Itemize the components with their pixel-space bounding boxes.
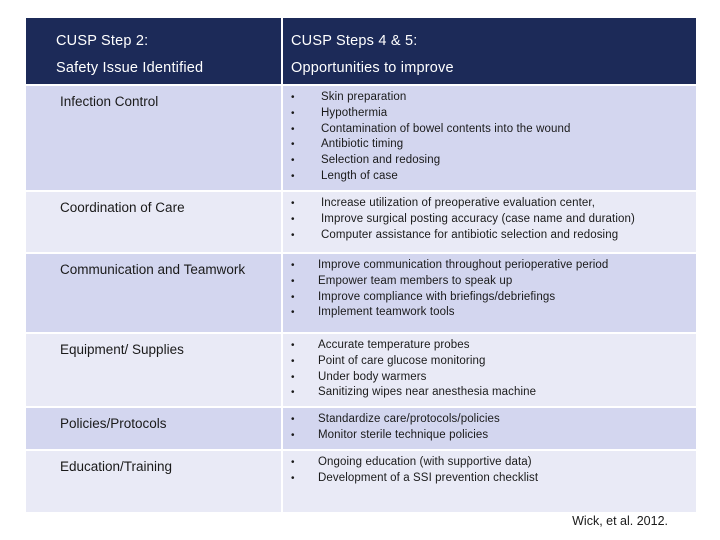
header-safety-issue xyxy=(26,18,282,85)
opportunity-text: Monitor sterile technique policies xyxy=(318,428,489,441)
safety-issue-cell: Infection Control xyxy=(26,85,282,191)
safety-issue-cell: Education/Training xyxy=(26,450,282,512)
table-row xyxy=(26,253,696,333)
opportunity-text: Skin preparation xyxy=(321,91,407,103)
header-opportunities xyxy=(282,18,696,85)
list-item xyxy=(291,228,696,244)
opportunities-cell xyxy=(282,450,696,512)
table-header xyxy=(26,18,696,85)
list-item xyxy=(291,196,696,212)
opportunity-text: Sanitizing wipes near anesthesia machine xyxy=(318,386,537,399)
bullet-icon: • xyxy=(291,139,295,151)
bullet-icon: • xyxy=(291,92,295,103)
safety-issue-cell: Coordination of Care xyxy=(26,191,282,253)
list-item xyxy=(291,290,696,306)
opportunity-text: Empower team members to speak up xyxy=(318,274,513,287)
opportunity-text: Development of a SSI prevention checklist xyxy=(318,471,539,484)
list-item xyxy=(291,258,696,274)
opportunities-cell xyxy=(282,333,696,407)
bullet-icon: • xyxy=(291,229,295,241)
opportunities-cell xyxy=(282,191,696,253)
safety-issue-cell: Communication and Teamwork xyxy=(26,253,282,333)
list-item xyxy=(291,428,696,444)
bullet-icon: • xyxy=(291,457,295,468)
opportunity-text: Under body warmers xyxy=(318,370,427,383)
list-item xyxy=(291,169,696,185)
list-item xyxy=(291,385,696,401)
safety-issue-cell: Equipment/ Supplies xyxy=(26,333,282,407)
opportunity-text: Improve communication throughout perioperative period xyxy=(318,259,609,271)
cusp-table xyxy=(26,18,696,512)
list-item xyxy=(291,455,696,471)
bullet-icon: • xyxy=(291,275,295,287)
opportunities-list xyxy=(291,90,696,185)
opportunities-cell xyxy=(282,85,696,191)
bullet-icon: • xyxy=(291,107,295,119)
bullet-icon: • xyxy=(291,260,295,271)
bullet-icon: • xyxy=(291,170,295,182)
opportunity-text: Improve compliance with briefings/debriefings xyxy=(318,290,556,303)
table-row xyxy=(26,450,696,512)
list-item xyxy=(291,471,696,487)
opportunities-list xyxy=(291,196,696,243)
bullet-icon: • xyxy=(291,307,295,319)
bullet-icon: • xyxy=(291,155,295,167)
opportunity-text: Ongoing education (with supportive data) xyxy=(318,456,532,468)
header-opportunities-to-improve: Opportunities to improve xyxy=(291,60,454,76)
list-item xyxy=(291,122,696,138)
bullet-icon: • xyxy=(291,340,295,351)
opportunity-text: Hypothermia xyxy=(321,106,388,119)
list-item xyxy=(291,106,696,122)
safety-issue-cell: Policies/Protocols xyxy=(26,407,282,450)
opportunities-list xyxy=(291,338,696,401)
list-item xyxy=(291,153,696,169)
opportunity-text: Length of case xyxy=(321,169,398,182)
opportunity-text: Point of care glucose monitoring xyxy=(318,354,486,367)
opportunity-text: Accurate temperature probes xyxy=(318,339,470,351)
opportunities-list xyxy=(291,412,696,444)
opportunity-text: Implement teamwork tools xyxy=(318,306,455,319)
opportunity-text: Improve surgical posting accuracy (case name and duration) xyxy=(321,212,635,225)
opportunity-text: Contamination of bowel contents into the wound xyxy=(321,122,571,135)
opportunities-cell xyxy=(282,253,696,333)
bullet-icon: • xyxy=(291,429,295,441)
bullet-icon: • xyxy=(291,414,295,425)
list-item xyxy=(291,305,696,321)
list-item xyxy=(291,412,696,428)
bullet-icon: • xyxy=(291,198,295,209)
header-step-2: CUSP Step 2: xyxy=(56,33,149,49)
opportunities-cell xyxy=(282,407,696,450)
bullet-icon: • xyxy=(291,472,295,484)
table-row xyxy=(26,333,696,407)
opportunity-text: Antibiotic timing xyxy=(321,138,404,151)
list-item xyxy=(291,212,696,228)
list-item xyxy=(291,274,696,290)
opportunities-list xyxy=(291,455,696,487)
opportunity-text: Computer assistance for antibiotic selection and redosing xyxy=(321,228,619,241)
list-item xyxy=(291,370,696,386)
opportunity-text: Selection and redosing xyxy=(321,154,441,167)
opportunity-text: Standardize care/protocols/policies xyxy=(318,413,500,425)
bullet-icon: • xyxy=(291,291,295,303)
opportunity-text: Increase utilization of preoperative evaluation center, xyxy=(321,197,595,209)
bullet-icon: • xyxy=(291,371,295,383)
bullet-icon: • xyxy=(291,213,295,225)
bullet-icon: • xyxy=(291,355,295,367)
table-row xyxy=(26,85,696,191)
citation: Wick, et al. 2012. xyxy=(572,514,668,528)
list-item xyxy=(291,338,696,354)
bullet-icon: • xyxy=(291,387,295,399)
list-item xyxy=(291,137,696,153)
bullet-icon: • xyxy=(291,123,295,135)
list-item xyxy=(291,354,696,370)
table-row xyxy=(26,407,696,450)
list-item xyxy=(291,90,696,106)
header-safety-issue-identified: Safety Issue Identified xyxy=(56,60,204,76)
opportunities-list xyxy=(291,258,696,321)
header-steps-4-5: CUSP Steps 4 & 5: xyxy=(291,33,418,49)
table-row xyxy=(26,191,696,253)
